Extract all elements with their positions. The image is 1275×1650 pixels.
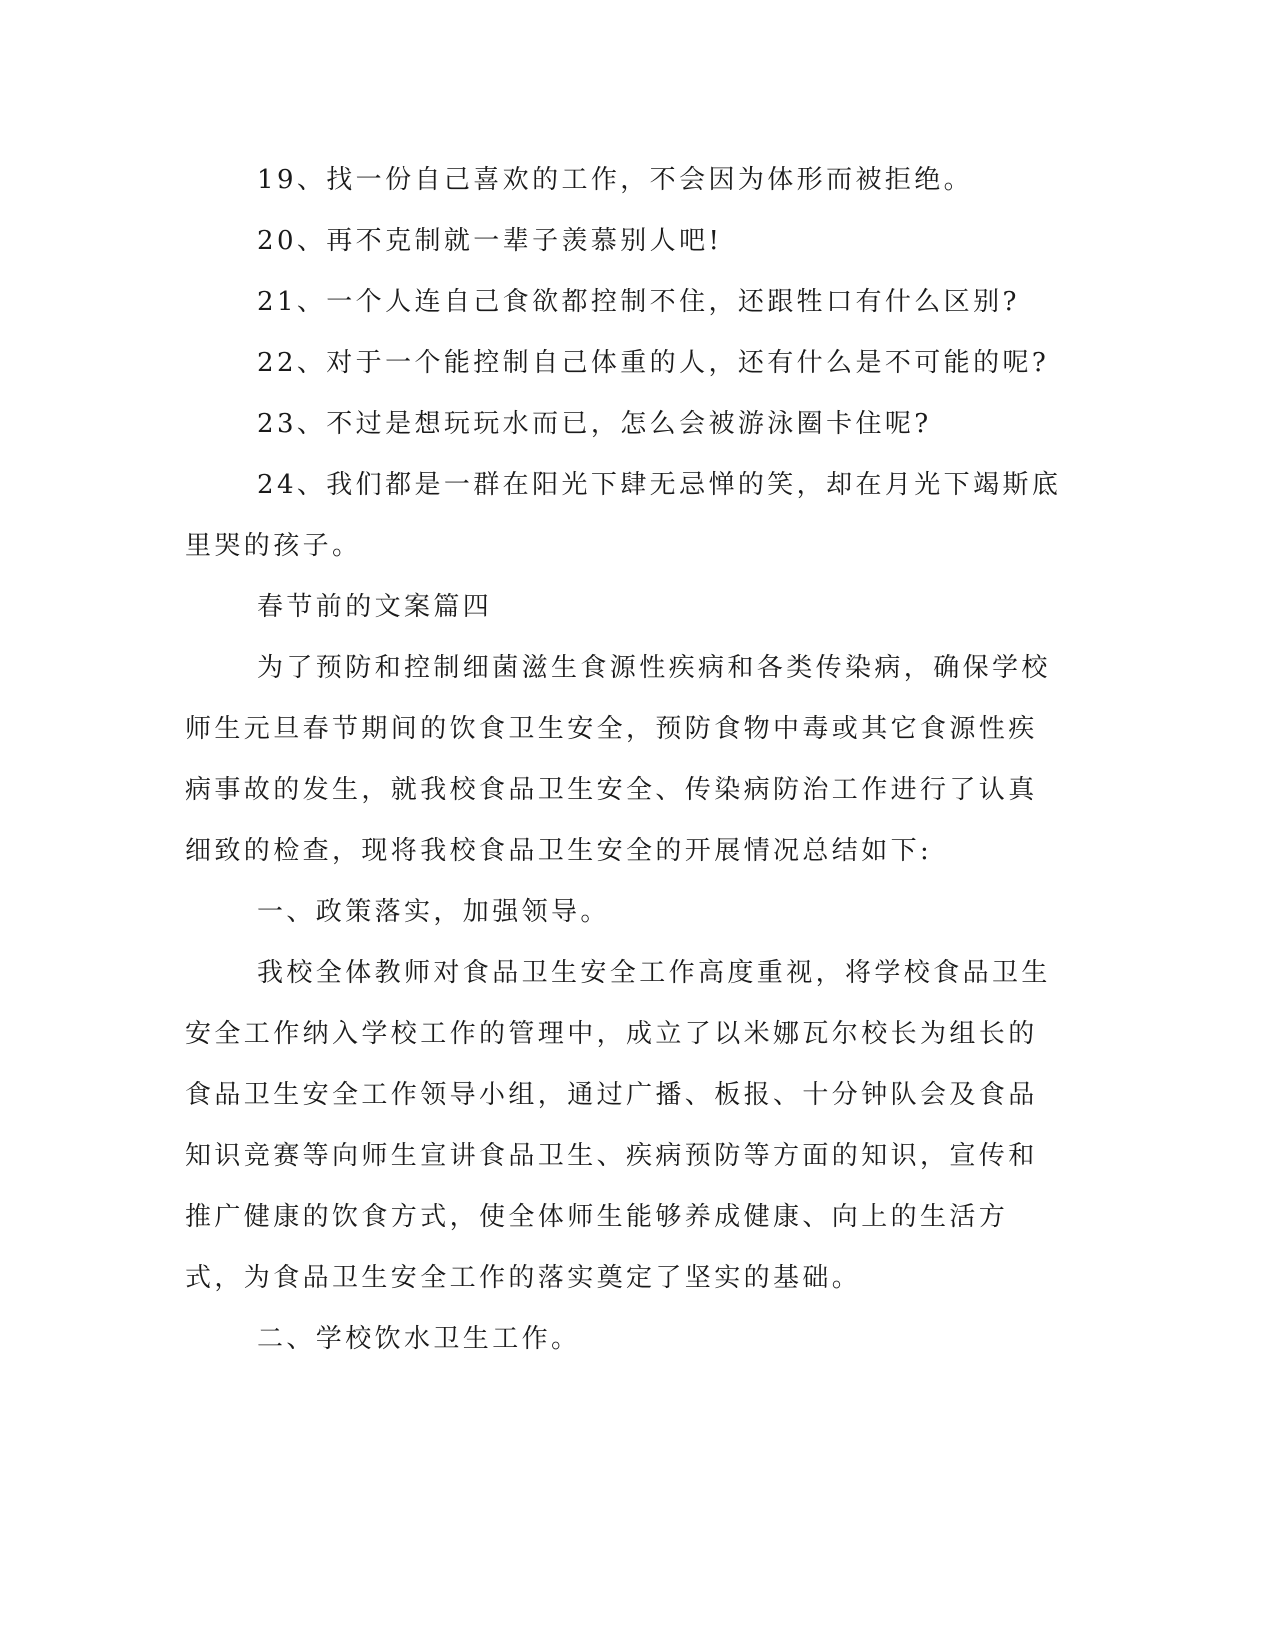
section-heading: 春节前的文案篇四 bbox=[257, 592, 493, 622]
intro-paragraph: 为了预防和控制细菌滋生食源性疾病和各类传染病，确保学校师生元旦春节期间的饮食卫生安全，预防食物中毒或其它食源性疾病事故的发生，就我校食品卫生安全、传染病防治工作进行了认真细致的检查，现将我校食品卫生安全的开展情况总结如下: bbox=[185, 653, 1051, 866]
document-body bbox=[185, 150, 1065, 1370]
paragraph-20: 20、再不克制就一辈子羡慕别人吧! bbox=[257, 226, 723, 256]
paragraph-22: 22、对于一个能控制自己体重的人，还有什么是不可能的呢? bbox=[257, 348, 1050, 378]
paragraph-19: 19、找一份自己喜欢的工作，不会因为体形而被拒绝。 bbox=[257, 165, 974, 195]
paragraph-23: 23、不过是想玩玩水而已，怎么会被游泳圈卡住呢? bbox=[257, 409, 932, 439]
section-one-body: 我校全体教师对食品卫生安全工作高度重视，将学校食品卫生安全工作纳入学校工作的管理中，成立了以米娜瓦尔校长为组长的食品卫生安全工作领导小组，通过广播、板报、十分钟队会及食品知识竞赛等向师生宣讲食品卫生、疾病预防等方面的知识，宣传和推广健康的饮食方式，使全体师生能够养成健康、向上的生活方式，为食品卫生安全工作的落实奠定了坚实的基础。 bbox=[185, 958, 1051, 1293]
paragraph-24: 24、我们都是一群在阳光下肆无忌惮的笑，却在月光下竭斯底里哭的孩子。 bbox=[185, 470, 1062, 561]
paragraph-21: 21、一个人连自己食欲都控制不住，还跟牲口有什么区别? bbox=[257, 287, 1020, 317]
section-two-heading: 二、学校饮水卫生工作。 bbox=[257, 1324, 581, 1354]
section-one-heading: 一、政策落实，加强领导。 bbox=[257, 897, 610, 927]
